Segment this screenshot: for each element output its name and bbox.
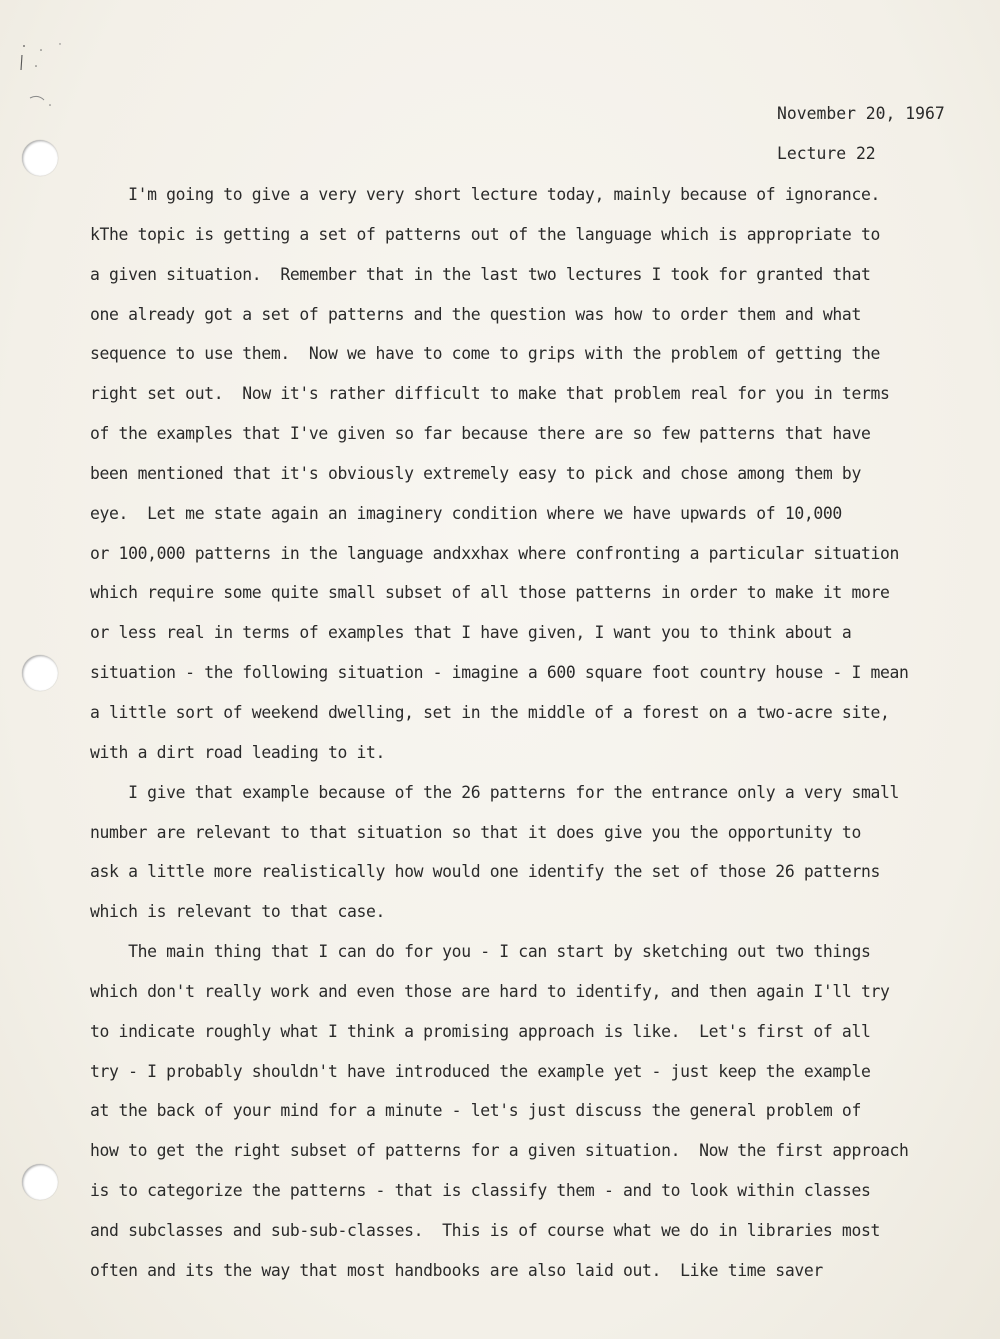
punch-hole-middle bbox=[22, 655, 58, 691]
text-line: which don't really work and even those are hard to identify, and then again I'll try bbox=[90, 981, 890, 1001]
text-line: which is relevant to that case. bbox=[90, 902, 386, 922]
text-line: is to categorize the patterns - that is classify them - and to look within classes bbox=[90, 1181, 871, 1201]
text-line: I'm going to give a very very short lecture today, mainly because of ignorance. bbox=[90, 185, 880, 204]
text-line: at the back of your mind for a minute - let's just discuss the general problem of bbox=[90, 1101, 861, 1121]
text-line: or 100,000 patterns in the language andxxhax where confronting a particular situation bbox=[90, 543, 900, 563]
text-line: number are relevant to that situation so that it does give you the opportunity to bbox=[90, 822, 861, 842]
text-line: sequence to use them. Now we have to come to grips with the problem of getting the bbox=[90, 344, 880, 364]
text-line: right set out. Now it's rather difficult to make that problem real for you in terms bbox=[90, 384, 890, 404]
text-line: how to get the right subset of patterns for a given situation. Now the first approach bbox=[90, 1141, 909, 1161]
text-line: I give that example because of the 26 patterns for the entrance only a very small bbox=[90, 782, 900, 802]
lecture-body bbox=[90, 184, 970, 1300]
text-line: to indicate roughly what I think a promising approach is like. Let's first of all bbox=[90, 1021, 871, 1041]
text-line: or less real in terms of examples that I have given, I want you to think about a bbox=[90, 623, 852, 643]
punch-hole-bottom bbox=[22, 1164, 58, 1200]
paper-marks-icon bbox=[16, 40, 66, 110]
punch-hole-top bbox=[22, 140, 58, 176]
text-line: eye. Let me state again an imaginery condition where we have upwards of 10,000 bbox=[90, 503, 842, 523]
text-line: ask a little more realistically how would one identify the set of those 26 patterns bbox=[90, 862, 880, 882]
text-line: situation - the following situation - imagine a 600 square foot country house - I mean bbox=[90, 663, 909, 683]
text-line: kThe topic is getting a set of patterns out of the language which is appropriate to bbox=[90, 224, 880, 244]
text-line: of the examples that I've given so far because there are so few patterns that have bbox=[90, 424, 871, 444]
text-line: one already got a set of patterns and the question was how to order them and what bbox=[90, 304, 861, 324]
document-date: November 20, 1967 bbox=[777, 104, 945, 123]
text-line: which require some quite small subset of all those patterns in order to make it more bbox=[90, 583, 890, 603]
text-line: a little sort of weekend dwelling, set in the middle of a forest on a two-acre site, bbox=[90, 702, 890, 722]
text-line: been mentioned that it's obviously extremely easy to pick and chose among them by bbox=[90, 463, 861, 483]
text-line: often and its the way that most handbooks are also laid out. Like time saver bbox=[90, 1260, 823, 1280]
text-line: try - I probably shouldn't have introduced the example yet - just keep the example bbox=[90, 1061, 871, 1081]
text-line: The main thing that I can do for you - I can start by sketching out two things bbox=[90, 942, 871, 962]
text-line: and subclasses and sub-sub-classes. This is of course what we do in libraries most bbox=[90, 1220, 880, 1240]
text-line: a given situation. Remember that in the last two lectures I took for granted that bbox=[90, 264, 871, 284]
text-line: with a dirt road leading to it. bbox=[90, 742, 386, 762]
lecture-number: Lecture 22 bbox=[777, 144, 876, 163]
